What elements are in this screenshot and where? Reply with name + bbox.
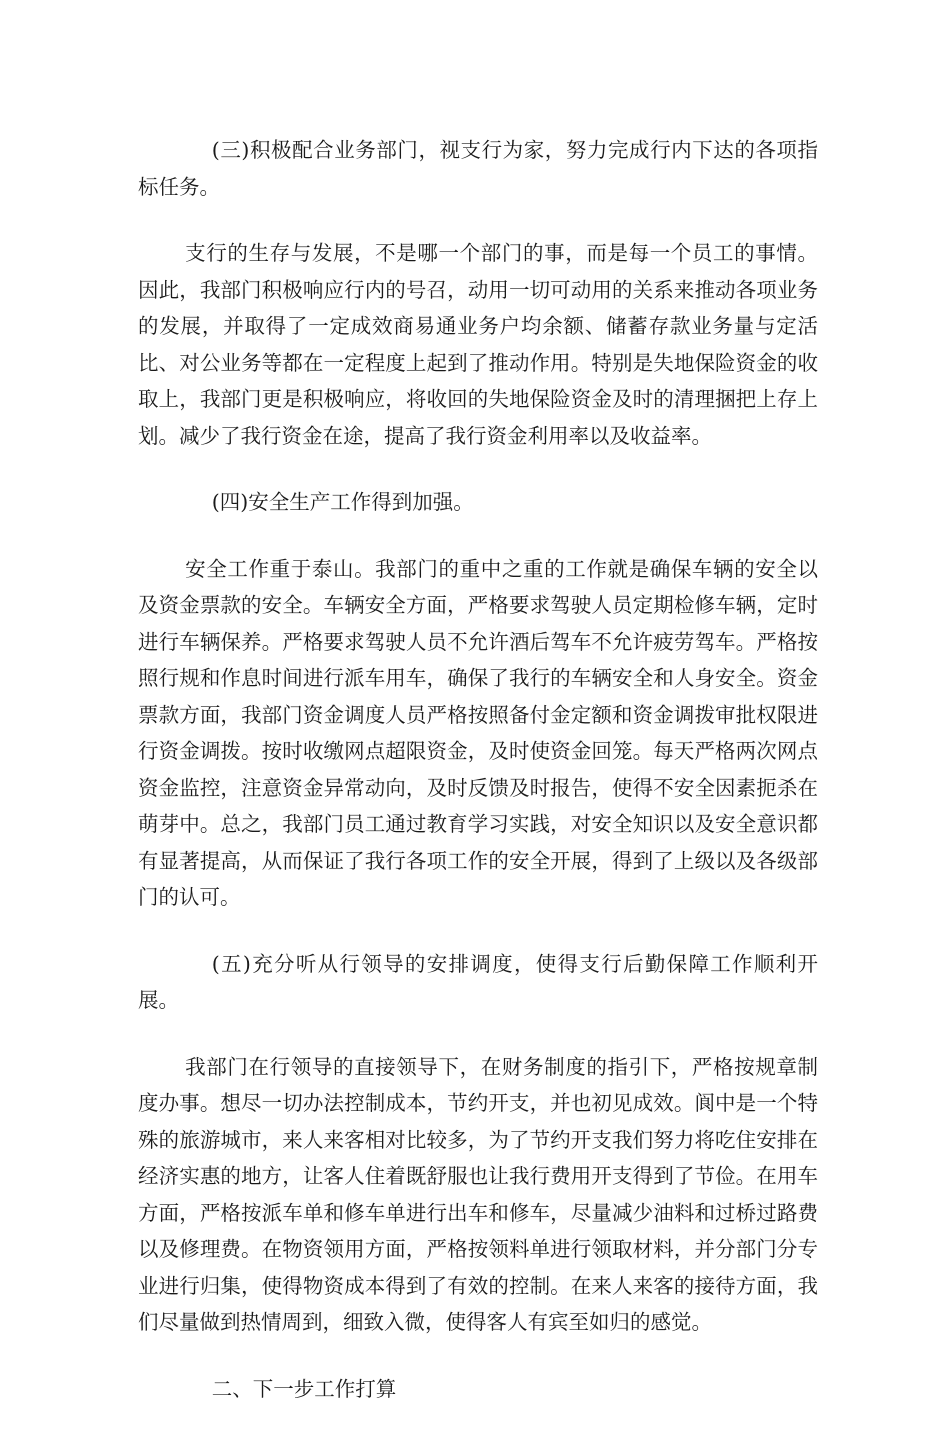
section-heading-next-plan: 二、下一步工作打算 [211,1376,397,1401]
paragraph-business-support: 支行的生存与发展，不是哪一个部门的事，而是每一个员工的事情。因此，我部门积极响应行内的号召，动用一切可动用的关系来推动各项业务的发展，并取得了一定成效商易通业务户均余额、储蓄存款业务量与定活比、对公业务等都在一定程度上起到了推动作用。特别是失地保险资金的收取上，我部门更是积极响应，将收回的失地保险资金及时的清理捆把上存上划。减少了我行资金在途，提高了我行资金利用率以及收益率。 [138,241,818,448]
paragraph-safety-work: 安全工作重于泰山。我部门的重中之重的工作就是确保车辆的安全以及资金票款的安全。车辆安全方面，严格要求驾驶人员定期检修车辆，定时进行车辆保养。严格要求驾驶人员不允许酒后驾车不允许疲劳驾车。严格按照行规和作息时间进行派车用车，确保了我行的车辆安全和人身安全。资金票款方面，我部门资金调度人员严格按照备付金定额和资金调拨审批权限进行资金调拨。按时收缴网点超限资金，及时使资金回笼。每天严格两次网点资金监控，注意资金异常动向，及时反馈及时报告，使得不安全因素扼杀在萌芽中。总之，我部门员工通过教育学习实践，对安全知识以及安全意识都有显著提高，从而保证了我行各项工作的安全开展，得到了上级以及各级部门的认可。 [138,556,818,909]
paragraph-cost-control: 我部门在行领导的直接领导下，在财务制度的指引下，严格按规章制度办事。想尽一切办法控制成本，节约开支，并也初见成效。阆中是一个特殊的旅游城市，来人来客相对比较多，为了节约开支我们努力将吃住安排在经济实惠的地方，让客人住着既舒服也让我行费用开支得到了节俭。在用车方面，严格按派车单和修车单进行出车和修车，尽量减少油料和过桥过路费以及修理费。在物资领用方面，严格按领料单进行领取材料，并分部门分专业进行归集，使得物资成本得到了有效的控制。在来人来客的接待方面，我们尽量做到热情周到，细致入微，使得客人有宾至如归的感觉。 [138,1054,818,1334]
section-heading-5: (五)充分听从行领导的安排调度，使得支行后勤保障工作顺利开展。 [138,951,818,1012]
document-body [138,132,818,1437]
section-heading-4: (四)安全生产工作得到加强。 [211,490,474,514]
section-heading-3: (三)积极配合业务部门，视支行为家，努力完成行内下达的各项指标任务。 [138,138,818,199]
